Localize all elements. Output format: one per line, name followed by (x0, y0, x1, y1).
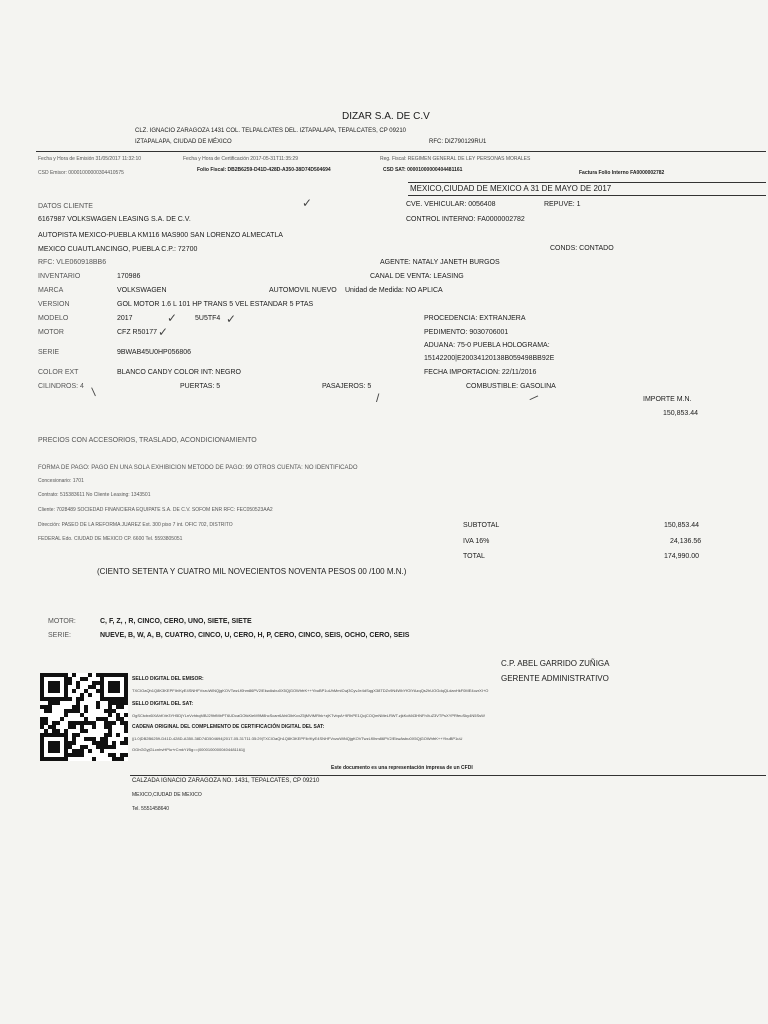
client-rfc: RFC: VLE060918BB6 (38, 259, 107, 266)
motor-value: CFZ R50177 (117, 329, 158, 336)
contrato: Contrato: 515383611 No Cliente Leasing: 1343501 (38, 492, 151, 498)
footer-city: MEXICO,CIUDAD DE MEXICO (132, 792, 202, 798)
footer-address: CALZADA IGNACIO ZARAGOZA NO. 1431, TEPALCATES, CP 09210 (132, 778, 320, 784)
client-address-2: MEXICO CUAUTLANCINGO, PUEBLA C.P.: 72700 (38, 246, 198, 253)
cadena-label: CADENA ORIGINAL DEL COMPLEMENTO DE CERTIFICACIÓN DIGITAL DEL SAT: (132, 724, 325, 730)
client-label: DATOS CLIENTE (38, 203, 93, 210)
pedimento: PEDIMENTO: 9030706001 (424, 329, 509, 336)
inventario-label: INVENTARIO (38, 273, 81, 280)
inventario-value: 170986 (117, 273, 141, 280)
iva-value: 24,136.56 (670, 538, 702, 545)
regimen-fiscal: Reg. Fiscal: REGIMEN GENERAL DE LEY PERSONAS MORALES (380, 156, 531, 162)
procedencia: PROCEDENCIA: EXTRANJERA (424, 315, 526, 322)
folio-fiscal: Folio Fiscal: DB2B6259-D41D-428D-A350-38D74D504694 (197, 167, 331, 173)
direccion: Dirección: PASEO DE LA REFORMA JUAREZ Ext. 300 piso 7 int. OFIC 702, DISTRITO (38, 522, 233, 528)
marca-label: MARCA (38, 287, 64, 294)
serie-value: 9BWAB45U0HP056806 (117, 349, 192, 356)
csd-emisor: CSD Emisor: 00001000000304410575 (38, 170, 124, 176)
importe-label: IMPORTE M.N. (643, 396, 692, 403)
cadena-original-1: ||1.0|DB2B6259-D41D-428D-A350-38D74D504694|2017-05-31T11:35:29|TXCIOaQh1Q8K3KEPFIlr/KyE4SNHFVxzuWiNQjgKOVTwzLf0hm86PV2/EkwAsbu0X5QjGOWhfrK++YbuBP1uU (132, 736, 463, 741)
company-city: IZTAPALAPA, CIUDAD DE MÉXICO (135, 139, 232, 145)
pasajeros: PASAJEROS: 5 (322, 383, 372, 390)
check-mark-icon: ✓ (158, 325, 169, 339)
version-value: GOL MOTOR 1.6 L 101 HP TRANS 5 VEL ESTANDAR 5 PTAS (117, 301, 314, 308)
subtotal-value: 150,853.44 (664, 522, 700, 529)
holograma: 15142200|E20034120138B059498BB92E (424, 355, 555, 362)
combustible: COMBUSTIBLE: GASOLINA (466, 383, 556, 390)
modelo-code: 5U5TF4 (195, 315, 221, 322)
sello-sat: OgSCtcbx6lXAhKVe3YH5DjYLnVvhbqMBJ29hfMbPT6UDcaGOtkKieM9M8hcScarr6AhiGlbKcxZ5jMVtMRhk+zjKTvbpA+9RhPE1QcjCOQmNMeLRWT.zjkKoM43HNFhXuZ3VTPsXYPRfeuSky4N5SsW (132, 713, 485, 718)
certificacion-date: Fecha y Hora de Certificación 2017-05-31T11:35:29 (183, 156, 298, 162)
client-name: 6167987 VOLKSWAGEN LEASING S.A. DE C.V. (38, 216, 191, 223)
signer-title: GERENTE ADMINISTRATIVO (501, 674, 609, 683)
serie-label: SERIE (38, 349, 60, 356)
aduana: ADUANA: 75-0 PUEBLA HOLOGRAMA: (424, 342, 550, 349)
cve-vehicular: CVE. VEHICULAR: 0056408 (406, 201, 496, 208)
motor-label: MOTOR (38, 329, 64, 336)
divider (36, 151, 766, 152)
marca-value: VOLKSWAGEN (117, 287, 167, 294)
cfdi-note: Este documento es una representación impresa de un CFDI (331, 765, 473, 771)
tick-mark-icon: / (527, 392, 541, 404)
subtotal-label: SUBTOTAL (463, 522, 500, 529)
spelled-serie: NUEVE, B, W, A, B, CUATRO, CINCO, U, CERO, H, P, CERO, CINCO, SEIS, OCHO, CERO, SEIS (100, 632, 410, 639)
place-date: MEXICO,CIUDAD DE MEXICO A 31 DE MAYO DE 2017 (410, 184, 612, 193)
company-address: CLZ. IGNACIO ZARAGOZA 1431 COL. TELPALCATES DEL. IZTAPALAPA, TEPALCATES, CP 09210 (135, 128, 406, 134)
total-label: TOTAL (463, 553, 485, 560)
spelled-motor-label: MOTOR: (48, 618, 76, 625)
divider (408, 195, 766, 196)
sello-emisor-label: SELLO DIGITAL DEL EMISOR: (132, 676, 204, 682)
federal: FEDERAL Edo. CIUDAD DE MEXICO CP. 6600 Tel. 5593805051 (38, 536, 183, 542)
repuve: REPUVE: 1 (544, 201, 581, 208)
sello-sat-label: SELLO DIGITAL DEL SAT: (132, 701, 194, 707)
emision-date: Fecha y Hora de Emisión 31/05/2017 11:32:10 (38, 156, 142, 162)
version-label: VERSION (38, 301, 70, 308)
control-interno: CONTROL INTERNO: FA0000002782 (406, 216, 525, 223)
footer-phone: Tel. 5551458640 (132, 806, 169, 812)
check-mark-icon: ✓ (226, 312, 237, 326)
company-rfc: RFC: DIZ790129RU1 (429, 139, 487, 145)
forma-pago: FORMA DE PAGO: PAGO EN UNA SOLA EXHIBICION METODO DE PAGO: 99 OTROS CUENTA: NO IDENTIFICADO (38, 465, 358, 471)
fecha-importacion: FECHA IMPORTACION: 22/11/2016 (424, 369, 537, 376)
conds: CONDS: CONTADO (550, 245, 614, 252)
color-value: BLANCO CANDY COLOR INT: NEGRO (117, 369, 241, 376)
check-mark-icon: ✓ (167, 311, 178, 325)
precios-note: PRECIOS CON ACCESORIOS, TRASLADO, ACONDICIONAMIENTO (38, 437, 257, 444)
iva-label: IVA 16% (463, 538, 490, 545)
total-value: 174,990.00 (664, 553, 700, 560)
concesionario: Concesionario: 1701 (38, 478, 84, 484)
spelled-motor: C, F, Z, , R, CINCO, CERO, UNO, SIETE, SIETE (100, 618, 252, 625)
canal-venta: CANAL DE VENTA: LEASING (370, 273, 464, 280)
divider (130, 775, 766, 776)
tick-mark-icon: / (87, 385, 100, 399)
client-address-1: AUTOPISTA MEXICO-PUEBLA KM116 MAS900 SAN LORENZO ALMECATLA (38, 232, 283, 239)
company-name: DIZAR S.A. DE C.V (342, 111, 430, 122)
importe-value: 150,853.44 (663, 410, 699, 417)
divider (408, 182, 766, 183)
cliente-financiera: Cliente: 7028489 SOCIEDAD FINANCIERA EQUIPATE S.A. DE C.V. SOFOM ENR RFC: FEC050523AA2 (38, 507, 273, 513)
modelo-label: MODELO (38, 315, 69, 322)
qr-code (40, 673, 128, 761)
amount-in-words: (CIENTO SETENTA Y CUATRO MIL NOVECIENTOS NOVENTA PESOS 00 /100 M.N.) (97, 567, 407, 576)
folio-interno: Factura Folio Interno FA0000002782 (579, 170, 665, 176)
csd-sat: CSD SAT: 00001000000404481161 (383, 167, 463, 173)
cilindros: CILINDROS: 4 (38, 383, 84, 390)
spelled-serie-label: SERIE: (48, 632, 71, 639)
agente: AGENTE: NATALY JANETH BURGOS (380, 259, 500, 266)
signer-name: C.P. ABEL GARRIDO ZUÑIGA (501, 659, 610, 668)
tick-mark-icon: / (376, 391, 380, 405)
sello-emisor: TXCIOaQh1Q8K3KEPFIlr/KyE4SNHFVxzuWiNQjgKOVTwzLf0hm86PV2/EkwAsbu0X5QjGOWhfrK++YbuBP1uUhMmICwj3CyvJe4dSqgX38TDZv9N4WbYfOIYAzqQs2hUOGdqQLdanHkF0ME4ozrXI+O (132, 688, 489, 693)
puertas: PUERTAS: 5 (180, 383, 221, 390)
unidad-medida: Unidad de Medida: NO APLICA (345, 287, 443, 294)
color-label: COLOR EXT (38, 369, 79, 376)
modelo-value: 2017 (117, 315, 133, 322)
tipo-value: AUTOMOVIL NUEVO (269, 287, 337, 294)
check-mark-icon: ✓ (302, 196, 313, 210)
cadena-original-2: OGhGGyjGLcnhvHPlu+rCmkYI/5g==|00001000000404481161|| (132, 747, 246, 752)
